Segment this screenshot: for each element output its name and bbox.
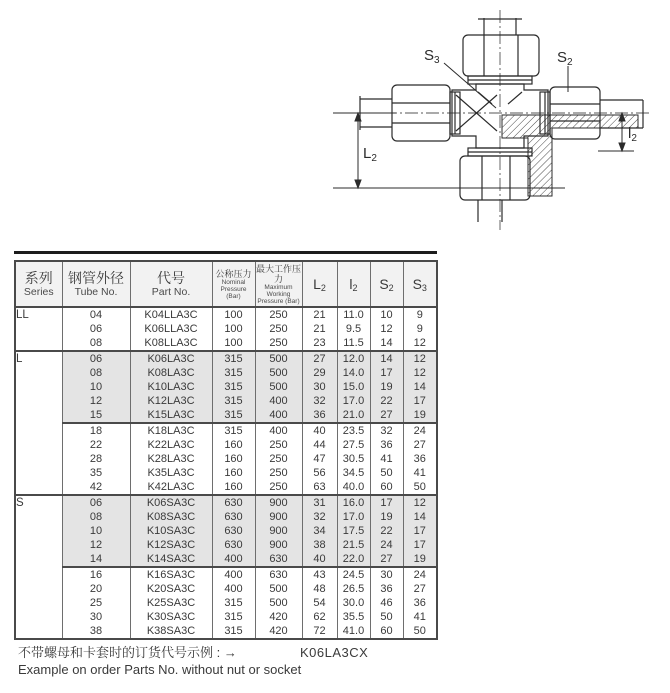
spec-cell: 315 xyxy=(212,596,255,610)
spec-cell: 36 xyxy=(370,438,403,452)
spec-cell: 27 xyxy=(302,351,337,366)
spec-cell: 30 xyxy=(62,610,130,624)
spec-cell: 38 xyxy=(302,538,337,552)
spec-cell: 315 xyxy=(212,408,255,423)
spec-cell: 100 xyxy=(212,322,255,336)
header-series-en: Series xyxy=(23,286,54,298)
spec-cell: 315 xyxy=(212,366,255,380)
spec-cell: 315 xyxy=(212,423,255,438)
spec-cell: 12 xyxy=(62,538,130,552)
table-top-rule xyxy=(14,251,437,254)
header-nominal-zh: 公称压力 xyxy=(215,268,252,279)
spec-cell: K06LA3C xyxy=(130,351,212,366)
table-row xyxy=(15,596,437,610)
l2-dim-label: $L_2$ xyxy=(363,145,377,164)
header-part-en: Part No. xyxy=(151,286,191,298)
spec-cell: 500 xyxy=(255,351,302,366)
spec-cell: 17.5 xyxy=(337,524,370,538)
spec-cell: 12 xyxy=(370,322,403,336)
spec-cell: 15 xyxy=(62,408,130,423)
spec-cell: 17 xyxy=(403,538,437,552)
spec-cell: 14 xyxy=(403,510,437,524)
header-nominal-en: Nominal Pressure (Bar) xyxy=(220,278,247,300)
spec-cell: 21.5 xyxy=(337,538,370,552)
spec-cell: 17 xyxy=(370,495,403,510)
spec-cell: 160 xyxy=(212,438,255,452)
spec-cell: 46 xyxy=(370,596,403,610)
spec-cell: 40.0 xyxy=(337,480,370,495)
table-row xyxy=(15,538,437,552)
spec-cell: 9 xyxy=(403,307,437,322)
spec-cell: 400 xyxy=(255,408,302,423)
spec-cell: 62 xyxy=(302,610,337,624)
spec-cell: 16.0 xyxy=(337,495,370,510)
spec-cell: K38SA3C xyxy=(130,624,212,639)
spec-cell: K42LA3C xyxy=(130,480,212,495)
spec-cell: 630 xyxy=(212,524,255,538)
table-row xyxy=(15,610,437,624)
header-part-zh: 代号 xyxy=(157,270,185,286)
spec-cell: 50 xyxy=(370,466,403,480)
spec-cell: 11.0 xyxy=(337,307,370,322)
spec-cell: 900 xyxy=(255,495,302,510)
spec-cell: 24 xyxy=(403,423,437,438)
spec-cell: 160 xyxy=(212,466,255,480)
spec-cell: 14 xyxy=(370,351,403,366)
spec-cell: 250 xyxy=(255,480,302,495)
spec-cell: 400 xyxy=(212,567,255,582)
spec-cell: 30.0 xyxy=(337,596,370,610)
spec-cell: 60 xyxy=(370,624,403,639)
footer-line-en: Example on order Parts No. without nut or socket xyxy=(18,662,302,677)
spec-cell: 19 xyxy=(403,408,437,423)
spec-cell: 24.5 xyxy=(337,567,370,582)
table-row xyxy=(15,408,437,423)
spec-cell: 06 xyxy=(62,495,130,510)
spec-cell: 42 xyxy=(62,480,130,495)
hex-nut-top xyxy=(463,35,539,76)
fitting-drawing-area xyxy=(0,0,670,248)
spec-cell: 10 xyxy=(62,380,130,394)
header-max-working-pressure xyxy=(255,261,302,307)
spec-cell: 50 xyxy=(370,610,403,624)
spec-cell: 12 xyxy=(403,336,437,351)
spec-cell: 100 xyxy=(212,307,255,322)
spec-cell: 63 xyxy=(302,480,337,495)
spec-cell: 22.0 xyxy=(337,552,370,567)
table-row xyxy=(15,624,437,639)
series-label: L xyxy=(15,351,62,495)
spec-cell: K08SA3C xyxy=(130,510,212,524)
i2-dim-label: $l_2$ xyxy=(628,125,637,144)
spec-cell: 250 xyxy=(255,307,302,322)
spec-cell: 24 xyxy=(403,567,437,582)
spec-cell: K25SA3C xyxy=(130,596,212,610)
spec-cell: 630 xyxy=(255,552,302,567)
table-row xyxy=(15,510,437,524)
spec-cell: 18 xyxy=(62,423,130,438)
tube-stub-bottom xyxy=(478,200,502,222)
spec-cell: 315 xyxy=(212,380,255,394)
spec-cell: 250 xyxy=(255,438,302,452)
spec-cell: 21 xyxy=(302,322,337,336)
spec-cell: 54 xyxy=(302,596,337,610)
header-series-zh: 系列 xyxy=(24,270,53,286)
spec-cell: 250 xyxy=(255,322,302,336)
spec-cell: 32 xyxy=(370,423,403,438)
spec-cell: 315 xyxy=(212,351,255,366)
s3-label: $S_3$ xyxy=(424,47,440,66)
spec-cell: 24 xyxy=(370,538,403,552)
spec-cell: 500 xyxy=(255,380,302,394)
spec-cell: 17.0 xyxy=(337,510,370,524)
spec-cell: 32 xyxy=(302,394,337,408)
spec-cell: 17 xyxy=(403,524,437,538)
spec-cell: 27 xyxy=(403,582,437,596)
spec-cell: 48 xyxy=(302,582,337,596)
spec-cell: 06 xyxy=(62,322,130,336)
spec-cell: 630 xyxy=(212,495,255,510)
spec-cell: 400 xyxy=(255,423,302,438)
spec-cell: 500 xyxy=(255,582,302,596)
spec-cell: 36 xyxy=(370,582,403,596)
spec-cell: 315 xyxy=(212,394,255,408)
spec-cell: 9 xyxy=(403,322,437,336)
hex-nut-bottom xyxy=(460,156,530,200)
table-row xyxy=(15,495,437,510)
spec-cell: K08LA3C xyxy=(130,366,212,380)
header-s3: $S_3$ xyxy=(403,261,437,307)
table-row xyxy=(15,366,437,380)
spec-cell: 21.0 xyxy=(337,408,370,423)
spec-cell: 50 xyxy=(403,624,437,639)
spec-cell: 250 xyxy=(255,466,302,480)
spec-cell: 22 xyxy=(370,524,403,538)
spec-cell: 06 xyxy=(62,351,130,366)
spec-cell: 40 xyxy=(302,552,337,567)
spec-cell: 10 xyxy=(62,524,130,538)
spec-cell: K15LA3C xyxy=(130,408,212,423)
spec-cell: 35.5 xyxy=(337,610,370,624)
table-row xyxy=(15,336,437,351)
spec-cell: 36 xyxy=(403,452,437,466)
header-part-no xyxy=(130,261,212,307)
spec-cell: K04LLA3C xyxy=(130,307,212,322)
spec-cell: 16 xyxy=(62,567,130,582)
spec-cell: K10SA3C xyxy=(130,524,212,538)
spec-cell: 17 xyxy=(403,394,437,408)
spec-cell: K10LA3C xyxy=(130,380,212,394)
table-row xyxy=(15,394,437,408)
spec-cell: 27 xyxy=(370,408,403,423)
spec-cell: 29 xyxy=(302,366,337,380)
spec-cell: 14 xyxy=(62,552,130,567)
spec-cell: 23 xyxy=(302,336,337,351)
header-l2: $L_2$ xyxy=(302,261,337,307)
spec-cell: 27 xyxy=(370,552,403,567)
header-nominal-pressure xyxy=(212,261,255,307)
spec-cell: 38 xyxy=(62,624,130,639)
i2-arrow-down xyxy=(619,143,625,151)
spec-cell: 08 xyxy=(62,366,130,380)
spec-cell: 12 xyxy=(403,366,437,380)
spec-cell: 30 xyxy=(370,567,403,582)
spec-cell: 630 xyxy=(212,538,255,552)
spec-table-section xyxy=(14,251,437,640)
table-row xyxy=(15,452,437,466)
spec-cell: 43 xyxy=(302,567,337,582)
spec-cell: 11.5 xyxy=(337,336,370,351)
spec-cell: 17.0 xyxy=(337,394,370,408)
spec-cell: 31 xyxy=(302,495,337,510)
table-row xyxy=(15,582,437,596)
spec-cell: 08 xyxy=(62,510,130,524)
spec-cell: 14 xyxy=(370,336,403,351)
spec-cell: 12 xyxy=(403,351,437,366)
table-row xyxy=(15,322,437,336)
spec-cell: 400 xyxy=(255,394,302,408)
spec-cell: 34.5 xyxy=(337,466,370,480)
spec-cell: 25 xyxy=(62,596,130,610)
spec-cell: K28LA3C xyxy=(130,452,212,466)
l2-arrow-down xyxy=(355,180,361,188)
spec-cell: 27.5 xyxy=(337,438,370,452)
spec-cell: 100 xyxy=(212,336,255,351)
spec-cell: K18LA3C xyxy=(130,423,212,438)
spec-cell: K16SA3C xyxy=(130,567,212,582)
spec-cell: 47 xyxy=(302,452,337,466)
spec-cell: 250 xyxy=(255,452,302,466)
spec-cell: 22 xyxy=(62,438,130,452)
spec-cell: K12SA3C xyxy=(130,538,212,552)
header-maxwork-en: Maximum Working Pressure (Bar) xyxy=(257,283,300,305)
spec-cell: 420 xyxy=(255,624,302,639)
spec-cell: 14.0 xyxy=(337,366,370,380)
spec-cell: K22LA3C xyxy=(130,438,212,452)
spec-cell: 9.5 xyxy=(337,322,370,336)
spec-cell: K35LA3C xyxy=(130,466,212,480)
spec-cell: 14 xyxy=(403,380,437,394)
header-tube-en: Tube No. xyxy=(74,286,118,298)
s2-label: $S_2$ xyxy=(557,49,573,68)
spec-cell: 20 xyxy=(62,582,130,596)
table-row xyxy=(15,567,437,582)
spec-cell: 40 xyxy=(302,423,337,438)
spec-cell: 04 xyxy=(62,307,130,322)
spec-cell: 34 xyxy=(302,524,337,538)
spec-cell: 15.0 xyxy=(337,380,370,394)
spec-cell: K30SA3C xyxy=(130,610,212,624)
spec-cell: 19 xyxy=(403,552,437,567)
table-row xyxy=(15,466,437,480)
spec-cell: 30.5 xyxy=(337,452,370,466)
spec-cell: 44 xyxy=(302,438,337,452)
spec-cell: 30 xyxy=(302,380,337,394)
spec-cell: 27 xyxy=(403,438,437,452)
footer-note xyxy=(18,644,658,678)
header-tube-zh: 钢管外径 xyxy=(68,270,124,286)
table-row xyxy=(15,423,437,438)
spec-cell: K06LLA3C xyxy=(130,322,212,336)
spec-cell: 56 xyxy=(302,466,337,480)
spec-table-body xyxy=(15,307,437,639)
series-label: S xyxy=(15,495,62,639)
spec-cell: 900 xyxy=(255,524,302,538)
spec-cell: K20SA3C xyxy=(130,582,212,596)
table-row xyxy=(15,552,437,567)
spec-cell: 08 xyxy=(62,336,130,351)
spec-cell: 500 xyxy=(255,366,302,380)
spec-cell: 500 xyxy=(255,596,302,610)
footer-line-zh xyxy=(18,644,658,661)
spec-cell: K12LA3C xyxy=(130,394,212,408)
header-tube-no xyxy=(62,261,130,307)
spec-cell: 50 xyxy=(403,480,437,495)
spec-cell: 60 xyxy=(370,480,403,495)
spec-cell: 26.5 xyxy=(337,582,370,596)
spec-cell: 12.0 xyxy=(337,351,370,366)
spec-cell: K08LLA3C xyxy=(130,336,212,351)
header-series xyxy=(15,261,62,307)
spec-cell: 250 xyxy=(255,336,302,351)
footer-zh-text: 不带螺母和卡套时的订货代号示例 : → xyxy=(18,645,237,660)
spec-cell: 900 xyxy=(255,510,302,524)
spec-cell: 35 xyxy=(62,466,130,480)
spec-cell: 36 xyxy=(302,408,337,423)
spec-cell: 28 xyxy=(62,452,130,466)
spec-cell: 23.5 xyxy=(337,423,370,438)
spec-cell: 160 xyxy=(212,452,255,466)
hex-nut-bottom-chamfers xyxy=(482,156,510,200)
spec-cell: K14SA3C xyxy=(130,552,212,567)
table-header-row xyxy=(15,261,437,307)
spec-cell: 72 xyxy=(302,624,337,639)
spec-cell: 10 xyxy=(370,307,403,322)
spec-cell: 36 xyxy=(403,596,437,610)
table-row xyxy=(15,480,437,495)
spec-cell: 19 xyxy=(370,510,403,524)
spec-cell: 420 xyxy=(255,610,302,624)
header-i2: $l_2$ xyxy=(337,261,370,307)
spec-cell: 400 xyxy=(212,552,255,567)
spec-cell: 12 xyxy=(403,495,437,510)
header-maxwork-zh: 最大工作压力 xyxy=(255,263,301,284)
hex-nut-top-chamfers xyxy=(484,35,518,76)
spec-cell: 900 xyxy=(255,538,302,552)
spec-cell: 12 xyxy=(62,394,130,408)
spec-cell: 21 xyxy=(302,307,337,322)
table-row xyxy=(15,438,437,452)
spec-table xyxy=(14,260,438,640)
table-row xyxy=(15,351,437,366)
spec-cell: 32 xyxy=(302,510,337,524)
example-part-code: K06LA3CX xyxy=(300,645,369,660)
series-label: LL xyxy=(15,307,62,351)
spec-cell: 315 xyxy=(212,610,255,624)
spec-cell: 400 xyxy=(212,582,255,596)
table-row xyxy=(15,380,437,394)
cross-fitting-technical-drawing xyxy=(0,0,670,248)
table-row xyxy=(15,524,437,538)
spec-cell: 41 xyxy=(403,610,437,624)
spec-cell: 41 xyxy=(370,452,403,466)
spec-cell: 160 xyxy=(212,480,255,495)
spec-cell: 315 xyxy=(212,624,255,639)
spec-cell: 22 xyxy=(370,394,403,408)
spec-cell: 630 xyxy=(212,510,255,524)
spec-cell: 41.0 xyxy=(337,624,370,639)
spec-cell: 630 xyxy=(255,567,302,582)
table-row xyxy=(15,307,437,322)
header-s2: $S_2$ xyxy=(370,261,403,307)
spec-cell: 41 xyxy=(403,466,437,480)
spec-cell: 19 xyxy=(370,380,403,394)
spec-cell: K06SA3C xyxy=(130,495,212,510)
spec-cell: 17 xyxy=(370,366,403,380)
